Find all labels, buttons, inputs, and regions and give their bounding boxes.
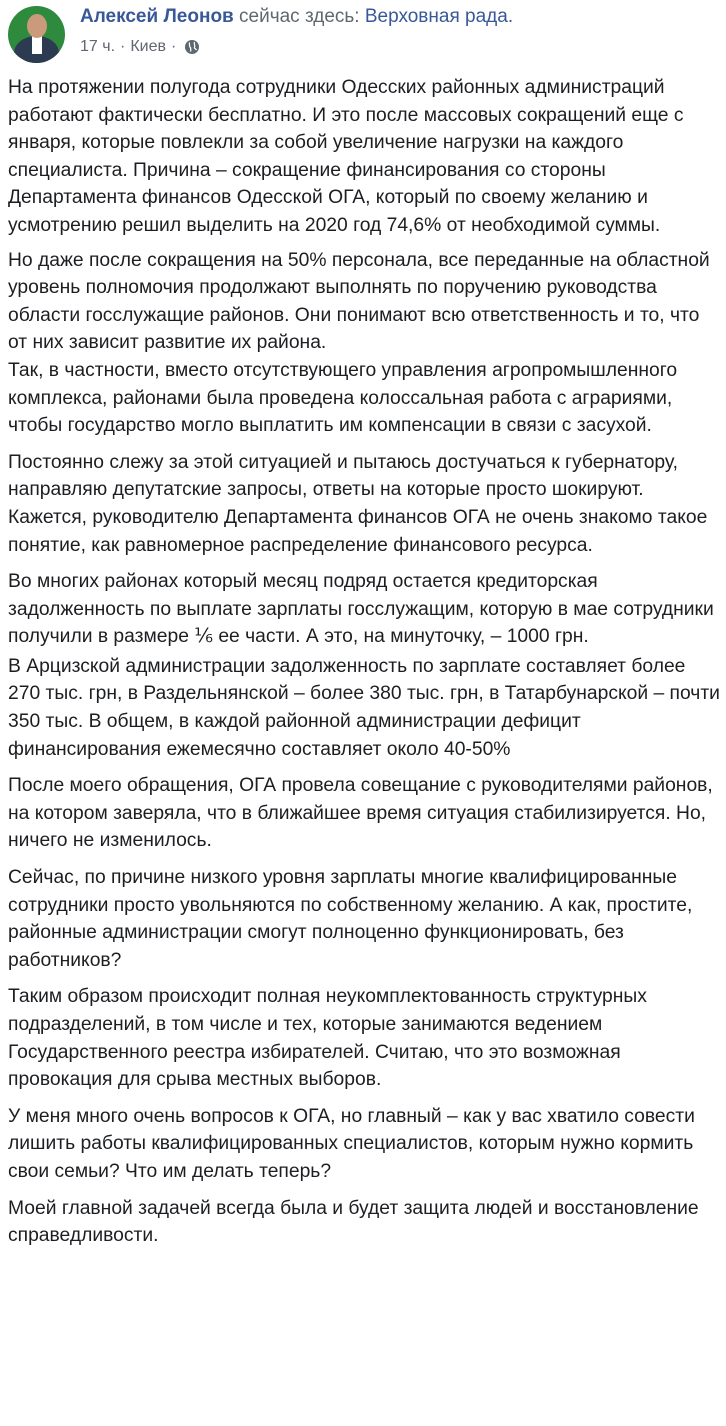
avatar-head (27, 14, 47, 38)
post-paragraph: Постоянно слежу за этой ситуацией и пытаюсь достучаться к губернатору, направляю депутатские запросы, ответы на которые просто шокируют. Кажется, руководителю Департамента финансов ОГА не очень знакомо такое понятие, как равномерное распределение финансового ресурса. (8, 451, 708, 556)
author-name-link[interactable]: Алексей Леонов (80, 6, 234, 27)
post-paragraph: В Арцизской администрации задолженность по зарплате составляет более 270 тыс. грн, в Раздельнянской – более 380 тыс. грн, в Татарбунарской – почти 350 тыс. В общем, в каждой районной администрации дефицит финансирования ежемесячно составляет около 40-50% (8, 655, 720, 760)
post-paragraph: На протяжении полугода сотрудники Одесских районных администраций работают фактически бесплатно. И это после массовых сокращений еще с января, которые повлекли за собой увеличение нагрузки на каждого специалиста. Причина – сокращение финансирования со стороны Департамента финансов Одесской ОГА, который по своему желанию и усмотрению решил выделить на 2020 год 74,6% от необходимой суммы. (8, 77, 684, 236)
post-paragraph: Моей главной задачей всегда была и будет защита людей и восстановление справедливости. (8, 1197, 699, 1247)
post-paragraph: После моего обращения, ОГА провела совещание с руководителями районов, на котором заверяла, что в ближайшее время ситуация стабилизируется. Но, ничего не изменилось. (8, 775, 713, 852)
checkin-text: сейчас здесь: (239, 6, 360, 27)
post-timestamp[interactable]: 17 ч. (80, 38, 116, 55)
avatar-shirt (32, 36, 42, 54)
post-meta (80, 38, 200, 56)
post-paragraph: Во многих районах который месяц подряд остается кредиторская задолженность по выплате зарплаты госслужащим, которую в мае сотрудники получили в размере ⅙ ее части. А это, на минуточку, – 1000 грн. (8, 571, 714, 648)
author-line (80, 6, 513, 28)
post-paragraph: У меня много очень вопросов к ОГА, но главный – как у вас хватило совести лишить работы квалифицированных специалистов, которым нужно кормить свои семьи? Что им делать теперь? (8, 1105, 695, 1182)
post-paragraph: Таким образом происходит полная неукомплектованность структурных подразделений, в том числе и тех, которые занимаются ведением Государственного реестра избирателей. Считаю, что это возможная провокация для срыва местных выборов. (8, 986, 647, 1091)
post-paragraph: Сейчас, по причине низкого уровня зарплаты многие квалифицированные сотрудники просто увольняются по собственному желанию. А как, простите, районные администрации смогут полноценно функционировать, без работников? (8, 867, 693, 971)
meta-separator: · (120, 38, 126, 55)
meta-separator-2: · (171, 38, 177, 55)
post-paragraph: Так, в частности, вместо отсутствующего управления агропромышленного комплекса, районами была проведена колоссальная работа с аграриями, чтобы государство могло выплатить им компенсации в связи с засухой. (8, 359, 678, 437)
post-body (8, 74, 720, 1259)
globe-icon[interactable] (184, 39, 200, 55)
checkin-place-link[interactable]: Верховная рада. (364, 6, 514, 27)
post-header (0, 0, 726, 66)
post-paragraph: Но даже после сокращения на 50% персонала, все переданные на областной уровень полномочия продолжают выполнять по поручению руководства области госслужащие районов. Они понимают всю ответственность и то, что от них зависит развитие их района. (8, 249, 710, 354)
post-location[interactable]: Киев (130, 38, 167, 55)
avatar[interactable] (8, 6, 65, 63)
